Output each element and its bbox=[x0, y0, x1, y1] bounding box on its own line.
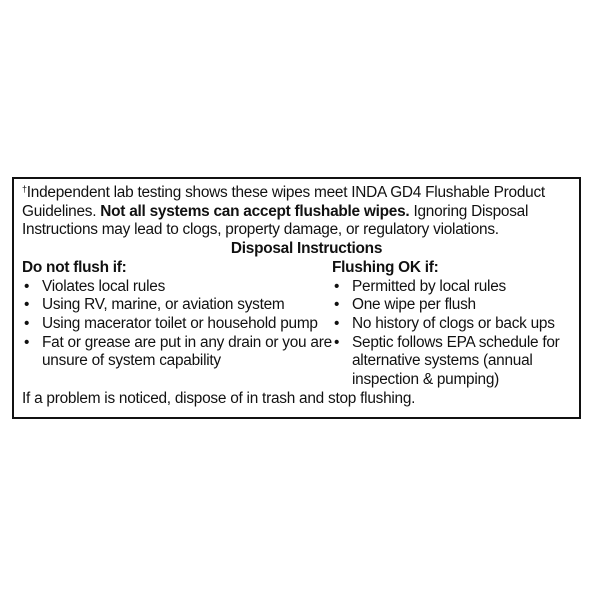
list-item bbox=[332, 334, 571, 390]
list-item bbox=[22, 296, 332, 315]
list-item-text: Using macerator toilet or household pump bbox=[42, 314, 318, 332]
bullet-icon: • bbox=[24, 333, 30, 351]
do-not-flush-heading: Do not flush if: bbox=[22, 258, 127, 276]
bullet-icon: • bbox=[334, 277, 340, 295]
list-item-text: Permitted by local rules bbox=[352, 277, 506, 295]
bullet-icon: • bbox=[334, 296, 340, 314]
bullet-icon: • bbox=[24, 314, 30, 332]
list-item-text: Violates local rules bbox=[42, 277, 166, 295]
list-item bbox=[332, 315, 571, 334]
list-item-text: No history of clogs or back ups bbox=[352, 314, 555, 332]
dagger-mark: † bbox=[22, 184, 27, 194]
list-item bbox=[332, 296, 571, 315]
list-item bbox=[332, 278, 571, 297]
disposal-label bbox=[12, 177, 581, 419]
list-item-text: Septic follows EPA schedule for alternative systems (annual inspection & pumping) bbox=[352, 333, 560, 389]
do-not-flush-column bbox=[22, 259, 332, 390]
bullet-icon: • bbox=[24, 277, 30, 295]
section-title: Disposal Instructions bbox=[230, 240, 383, 258]
do-not-flush-list bbox=[22, 278, 332, 372]
intro-text-continued: Ignoring Disposal Instructions may lead to clogs, property damage, or regulatory violations. bbox=[22, 202, 529, 239]
intro-paragraph bbox=[22, 184, 571, 240]
list-item-text: Fat or grease are put in any drain or you are unsure of system capability bbox=[42, 333, 332, 370]
flushing-ok-column bbox=[332, 259, 571, 390]
bullet-icon: • bbox=[334, 333, 340, 351]
flushing-ok-list bbox=[332, 278, 571, 390]
bullet-icon: • bbox=[334, 314, 340, 332]
flushing-ok-heading: Flushing OK if: bbox=[332, 258, 439, 276]
list-item-text: One wipe per flush bbox=[352, 296, 476, 314]
intro-text: Independent lab testing shows these wipes meet INDA GD4 Flushable Product Guidelines. bbox=[22, 184, 545, 220]
bullet-icon: • bbox=[24, 296, 30, 314]
intro-bold-warning: Not all systems can accept flushable wipes. bbox=[100, 202, 410, 220]
list-item bbox=[22, 315, 332, 334]
instruction-columns bbox=[22, 259, 571, 390]
footer-note: If a problem is noticed, dispose of in trash and stop flushing. bbox=[22, 389, 416, 407]
list-item bbox=[22, 278, 332, 297]
list-item bbox=[22, 334, 332, 371]
list-item-text: Using RV, marine, or aviation system bbox=[42, 296, 285, 314]
